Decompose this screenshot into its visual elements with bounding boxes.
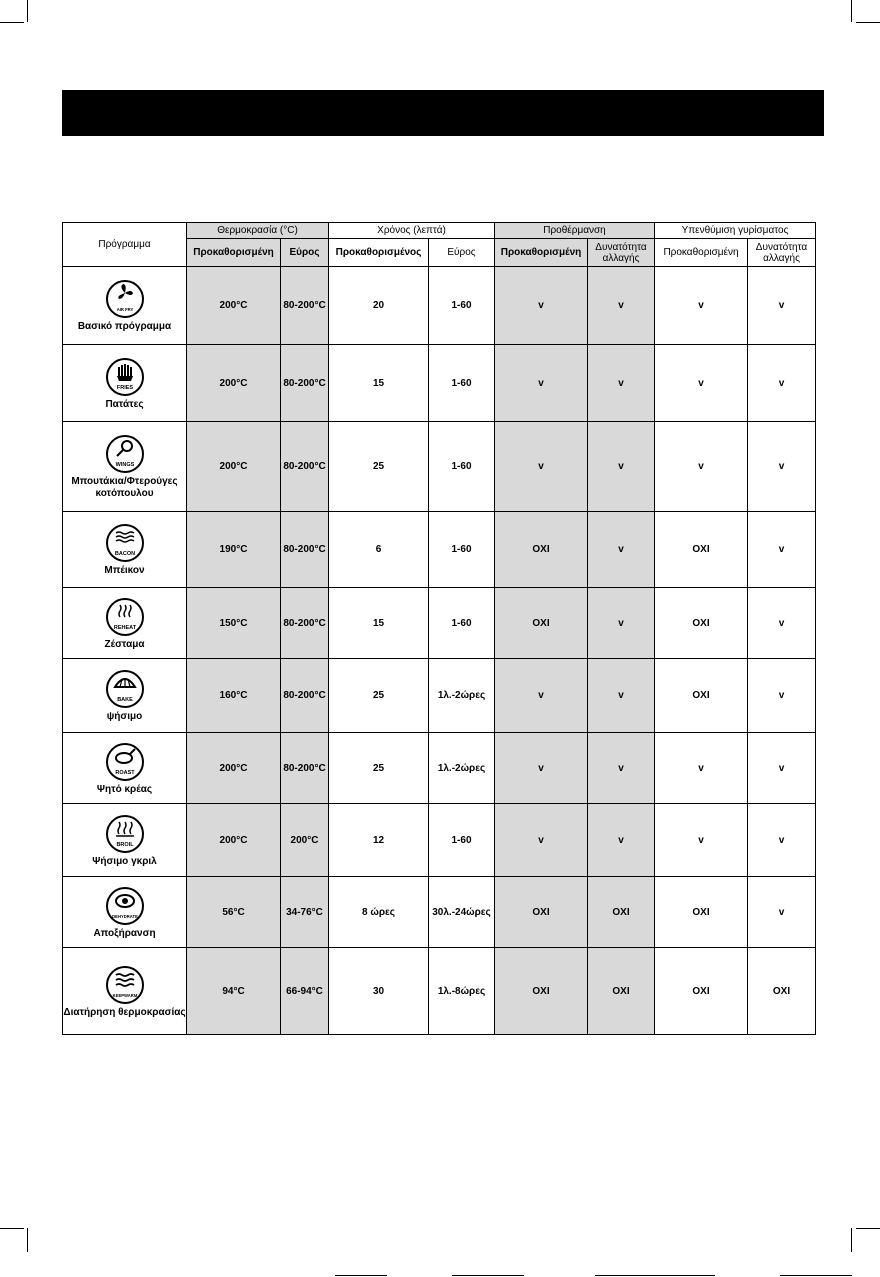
time-default-cell: 12 bbox=[329, 804, 429, 877]
temp-default-cell: 150°C bbox=[187, 588, 281, 659]
wings-icon bbox=[105, 434, 145, 474]
preheat-default-cell: v bbox=[495, 659, 588, 733]
turn-change-cell: v bbox=[748, 733, 816, 804]
table-row bbox=[63, 588, 816, 659]
preheat-change-cell: v bbox=[588, 422, 655, 512]
bottom-rule bbox=[452, 1275, 524, 1276]
svg-text:KEEPWARM: KEEPWARM bbox=[112, 992, 137, 998]
time-range-cell: 1-60 bbox=[429, 345, 495, 422]
temp-default-cell: 200°C bbox=[187, 345, 281, 422]
temp-default-cell: 190°C bbox=[187, 512, 281, 588]
subheader-preheat-change: Δυνατότητα αλλαγής bbox=[588, 239, 655, 267]
crop-mark bbox=[27, 1228, 28, 1252]
turn-change-cell: v bbox=[748, 588, 816, 659]
temp-range-cell: 80-200°C bbox=[281, 659, 329, 733]
table-row bbox=[63, 877, 816, 948]
turn-change-cell: v bbox=[748, 659, 816, 733]
turn-default-cell: OXI bbox=[655, 877, 748, 948]
subheader-temp-range: Εύρος bbox=[281, 239, 329, 267]
program-cell bbox=[63, 948, 187, 1035]
turn-default-cell: OXI bbox=[655, 512, 748, 588]
svg-text:BROIL: BROIL bbox=[115, 841, 134, 848]
temp-range-cell: 200°C bbox=[281, 804, 329, 877]
dehydrate-icon bbox=[105, 886, 145, 926]
svg-text:DEHYDRATE: DEHYDRATE bbox=[111, 913, 138, 919]
turn-change-cell: v bbox=[748, 877, 816, 948]
program-cell bbox=[63, 422, 187, 512]
turn-change-cell: v bbox=[748, 345, 816, 422]
time-default-cell: 6 bbox=[329, 512, 429, 588]
crop-mark bbox=[851, 1228, 852, 1252]
temp-range-cell: 80-200°C bbox=[281, 588, 329, 659]
program-table bbox=[62, 222, 816, 1035]
temp-range-cell: 34-76°C bbox=[281, 877, 329, 948]
temp-range-cell: 66-94°C bbox=[281, 948, 329, 1035]
temp-range-cell: 80-200°C bbox=[281, 345, 329, 422]
temp-range-cell: 80-200°C bbox=[281, 512, 329, 588]
temp-default-cell: 200°C bbox=[187, 804, 281, 877]
time-range-cell: 1λ.-8ώρες bbox=[429, 948, 495, 1035]
turn-change-cell: OXI bbox=[748, 948, 816, 1035]
preheat-default-cell: OXI bbox=[495, 512, 588, 588]
svg-text:REHEAT: REHEAT bbox=[113, 624, 136, 631]
preheat-change-cell: OXI bbox=[588, 948, 655, 1035]
header-temperature: Θερμοκρασία (°C) bbox=[187, 223, 329, 239]
time-range-cell: 1-60 bbox=[429, 267, 495, 345]
crop-mark bbox=[0, 1228, 24, 1229]
program-cell bbox=[63, 345, 187, 422]
crop-mark bbox=[27, 0, 28, 22]
program-cell bbox=[63, 804, 187, 877]
subheader-time-range: Εύρος bbox=[429, 239, 495, 267]
preheat-change-cell: v bbox=[588, 733, 655, 804]
svg-text:WINGS: WINGS bbox=[115, 462, 134, 468]
program-name: Μπέικον bbox=[104, 565, 145, 576]
time-range-cell: 1-60 bbox=[429, 422, 495, 512]
bottom-rule bbox=[780, 1275, 852, 1276]
program-name: Διατήρηση θερμοκρασίας bbox=[63, 1006, 186, 1018]
preheat-default-cell: v bbox=[495, 804, 588, 877]
turn-change-cell: v bbox=[748, 422, 816, 512]
table-row bbox=[63, 804, 816, 877]
subheader-preheat-default: Προκαθορισμένη bbox=[495, 239, 588, 267]
turn-default-cell: v bbox=[655, 345, 748, 422]
time-range-cell: 1λ.-2ώρες bbox=[429, 659, 495, 733]
turn-default-cell: v bbox=[655, 733, 748, 804]
time-default-cell: 25 bbox=[329, 733, 429, 804]
turn-default-cell: v bbox=[655, 267, 748, 345]
temp-range-cell: 80-200°C bbox=[281, 733, 329, 804]
program-cell bbox=[63, 733, 187, 804]
time-range-cell: 1λ.-2ώρες bbox=[429, 733, 495, 804]
temp-range-cell: 80-200°C bbox=[281, 422, 329, 512]
svg-text:BAKE: BAKE bbox=[116, 697, 133, 703]
preheat-default-cell: OXI bbox=[495, 877, 588, 948]
bacon-icon bbox=[105, 523, 145, 563]
program-cell bbox=[63, 877, 187, 948]
svg-text:BACON: BACON bbox=[114, 551, 135, 557]
time-default-cell: 25 bbox=[329, 422, 429, 512]
svg-text:ROAST: ROAST bbox=[114, 769, 135, 776]
time-range-cell: 1-60 bbox=[429, 512, 495, 588]
temp-default-cell: 200°C bbox=[187, 422, 281, 512]
program-cell bbox=[63, 659, 187, 733]
program-name: Αποξήρανση bbox=[93, 927, 156, 939]
broil-icon bbox=[105, 814, 145, 854]
header-time: Χρόνος (λεπτά) bbox=[329, 223, 495, 239]
preheat-change-cell: v bbox=[588, 804, 655, 877]
table-row bbox=[63, 948, 816, 1035]
time-default-cell: 25 bbox=[329, 659, 429, 733]
program-name: Ζέσταμα bbox=[104, 638, 145, 650]
preheat-default-cell: v bbox=[495, 267, 588, 345]
crop-mark bbox=[856, 22, 880, 23]
turn-change-cell: v bbox=[748, 804, 816, 877]
program-cell bbox=[63, 267, 187, 345]
program-cell bbox=[63, 512, 187, 588]
header-turn-reminder: Υπενθύμιση γυρίσματος bbox=[655, 223, 816, 239]
table-row bbox=[63, 267, 816, 345]
table-row bbox=[63, 422, 816, 512]
program-name: Ψητό κρέας bbox=[96, 783, 153, 795]
table-row bbox=[63, 659, 816, 733]
preheat-default-cell: OXI bbox=[495, 588, 588, 659]
preheat-change-cell: v bbox=[588, 588, 655, 659]
crop-mark bbox=[0, 22, 24, 23]
svg-text:AIR FRY: AIR FRY bbox=[116, 307, 133, 312]
subheader-time-default: Προκαθορισμένος bbox=[329, 239, 429, 267]
preheat-change-cell: v bbox=[588, 512, 655, 588]
temp-range-cell: 80-200°C bbox=[281, 267, 329, 345]
preheat-change-cell: OXI bbox=[588, 877, 655, 948]
header-preheat: Προθέρμανση bbox=[495, 223, 655, 239]
roast-icon bbox=[105, 742, 145, 782]
turn-change-cell: v bbox=[748, 267, 816, 345]
program-name: Βασικό πρόγραμμα bbox=[77, 321, 172, 332]
time-default-cell: 15 bbox=[329, 588, 429, 659]
preheat-default-cell: v bbox=[495, 345, 588, 422]
turn-default-cell: OXI bbox=[655, 948, 748, 1035]
header-bar bbox=[62, 90, 824, 136]
program-name: Ψήσιμο γκριλ bbox=[92, 855, 157, 867]
time-range-cell: 1-60 bbox=[429, 588, 495, 659]
program-name: Μπουτάκια/Φτερούγες κοτόπουλου bbox=[71, 476, 178, 499]
subheader-turn-change: Δυνατότητα αλλαγής bbox=[748, 239, 816, 267]
bottom-rule bbox=[335, 1275, 387, 1276]
turn-default-cell: v bbox=[655, 422, 748, 512]
table-row bbox=[63, 345, 816, 422]
turn-default-cell: OXI bbox=[655, 588, 748, 659]
svg-text:FRIES: FRIES bbox=[116, 384, 133, 391]
bake-icon bbox=[105, 669, 145, 709]
preheat-change-cell: v bbox=[588, 345, 655, 422]
fries-icon bbox=[105, 357, 145, 397]
turn-default-cell: OXI bbox=[655, 659, 748, 733]
preheat-default-cell: OXI bbox=[495, 948, 588, 1035]
time-default-cell: 20 bbox=[329, 267, 429, 345]
program-name: Πατάτες bbox=[105, 398, 144, 410]
reheat-icon bbox=[105, 597, 145, 637]
preheat-default-cell: v bbox=[495, 733, 588, 804]
time-range-cell: 30λ.-24ώρες bbox=[429, 877, 495, 948]
program-cell bbox=[63, 588, 187, 659]
header-program: Πρόγραμμα bbox=[63, 223, 187, 267]
temp-default-cell: 94°C bbox=[187, 948, 281, 1035]
time-range-cell: 1-60 bbox=[429, 804, 495, 877]
keep-warm-icon bbox=[105, 965, 145, 1005]
time-default-cell: 15 bbox=[329, 345, 429, 422]
air-fry-icon bbox=[105, 279, 145, 319]
subheader-temp-default: Προκαθορισμένη bbox=[187, 239, 281, 267]
turn-change-cell: v bbox=[748, 512, 816, 588]
bottom-rule bbox=[595, 1275, 715, 1276]
time-default-cell: 30 bbox=[329, 948, 429, 1035]
temp-default-cell: 200°C bbox=[187, 267, 281, 345]
temp-default-cell: 56°C bbox=[187, 877, 281, 948]
time-default-cell: 8 ώρες bbox=[329, 877, 429, 948]
crop-mark bbox=[856, 1228, 880, 1229]
program-name: ψήσιμο bbox=[106, 711, 143, 722]
subheader-turn-default: Προκαθορισμένη bbox=[655, 239, 748, 267]
table-row bbox=[63, 512, 816, 588]
preheat-change-cell: v bbox=[588, 659, 655, 733]
temp-default-cell: 160°C bbox=[187, 659, 281, 733]
table-row bbox=[63, 733, 816, 804]
turn-default-cell: v bbox=[655, 804, 748, 877]
preheat-change-cell: v bbox=[588, 267, 655, 345]
preheat-default-cell: v bbox=[495, 422, 588, 512]
crop-mark bbox=[851, 0, 852, 22]
temp-default-cell: 200°C bbox=[187, 733, 281, 804]
